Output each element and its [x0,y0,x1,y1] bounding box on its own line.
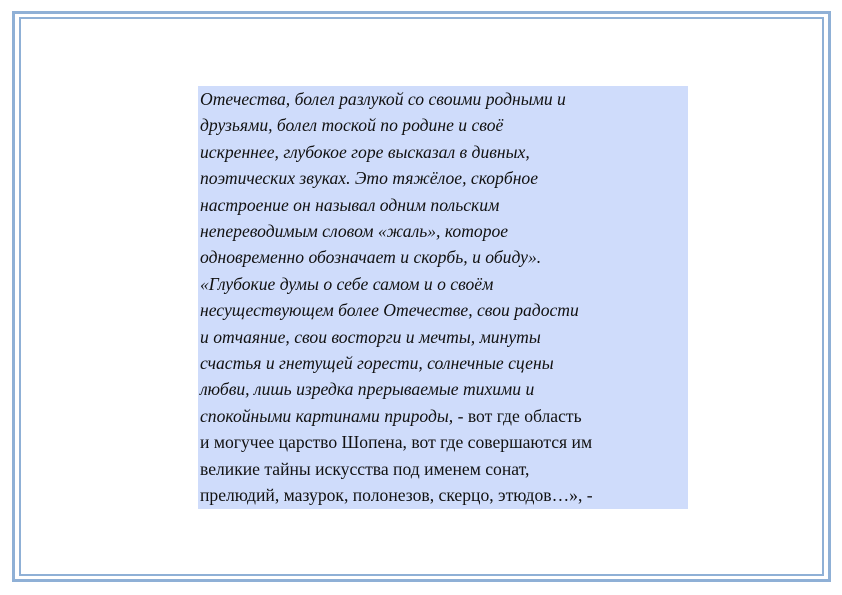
text-line: и отчаяние, свои восторги и мечты, минуты [200,326,541,347]
text-line: любви, лишь изредка прерываемые тихими и [200,379,535,400]
text-line: Отечества, болел разлукой со своими родными и [200,89,566,109]
text-line: счастья и гнетущей горести, солнечные сцены [200,353,554,374]
text-line-normal-part: - вот где область [453,405,582,426]
highlighted-text-block[interactable] [198,86,688,509]
text-line-mixed [200,403,686,429]
text-line: искреннее, глубокое горе высказал в дивных, [200,141,530,162]
text-line: прелюдий, мазурок, полонезов, скерцо, этюдов…», - [200,485,593,506]
text-line: несуществующем более Отечестве, свои радости [200,300,579,321]
text-line: друзьями, болел тоской по родине и своё [200,115,504,136]
text-line-italic-part: спокойными картинами природы, [200,405,454,426]
text-line: одновременно обозначает и скорбь, и обиду». [200,247,542,268]
text-line: и могучее царство Шопена, вот где совершаются им [200,432,593,453]
text-line: непереводимым словом «жаль», которое [200,221,509,242]
text-line: великие тайны искусства под именем сонат, [200,458,530,479]
text-line: «Глубокие думы о себе самом и о своём [200,273,494,294]
text-line: поэтических звуках. Это тяжёлое, скорбное [200,168,539,189]
text-line: настроение он называл одним польским [200,194,500,215]
